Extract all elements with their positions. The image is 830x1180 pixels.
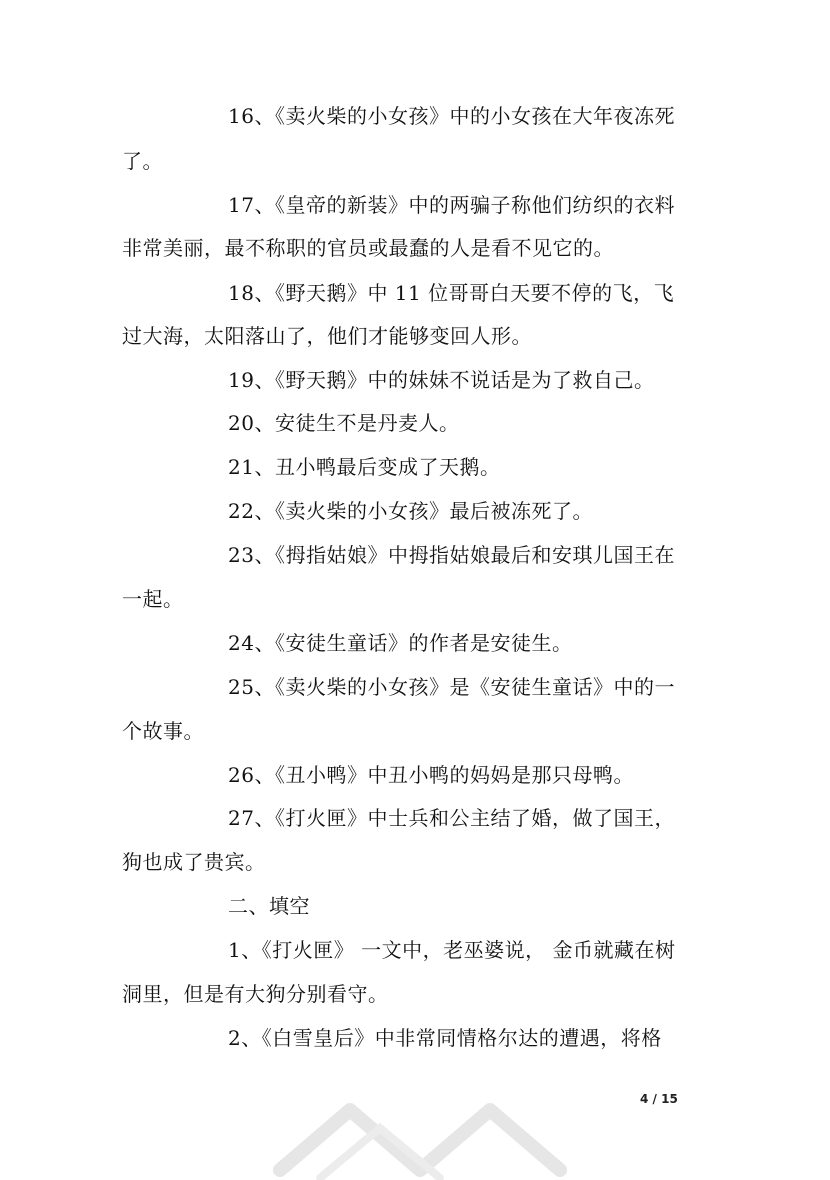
text-line: 21、丑小鸭最后变成了天鹅。 [228,455,501,479]
text-line: 17、《皇帝的新装》中的两骗子称他们纺织的衣料 [228,193,675,217]
text-line: 非常美丽，最不称职的官员或最蠢的人是看不见它的。 [122,236,614,260]
text-line: 20、安徒生不是丹麦人。 [228,411,460,435]
text-line: 24、《安徒生童话》的作者是安徒生。 [228,631,573,655]
text-line: 18、《野天鹅》中 11 位哥哥白天要不停的飞，飞 [228,281,675,305]
text-line: 23、《拇指姑娘》中拇指姑娘最后和安琪儿国王在 [228,543,675,567]
text-line: 25、《卖火柴的小女孩》是《安徒生童话》中的一 [228,675,675,699]
text-line: 27、《打火匣》中士兵和公主结了婚，做了国王， [228,806,675,830]
section-heading: 二、填空 [228,894,310,918]
text-line: 16、《卖火柴的小女孩》中的小女孩在大年夜冻死 [228,104,675,128]
text-line: 2、《白雪皇后》中非常同情格尔达的遭遇，将格 [228,1026,662,1050]
text-line: 1、《打火匣》 一文中，老巫婆说， 金币就藏在树 [228,938,676,962]
text-line: 过大海，太阳落山了，他们才能够变回人形。 [122,324,532,348]
text-line: 狗也成了贵宾。 [122,850,266,874]
page-number: 4 / 15 [640,1092,678,1106]
text-line: 26、《丑小鸭》中丑小鸭的妈妈是那只母鸭。 [228,763,634,787]
text-line: 一起。 [122,587,184,611]
text-line: 22、《卖火柴的小女孩》最后被冻死了。 [228,499,593,523]
text-line: 洞里，但是有大狗分别看守。 [122,982,389,1006]
text-line: 个故事。 [122,719,204,743]
text-line: 19、《野天鹅》中的妹妹不说话是为了救自己。 [228,368,655,392]
text-line: 了。 [122,149,163,173]
watermark-graphic [260,1090,600,1180]
